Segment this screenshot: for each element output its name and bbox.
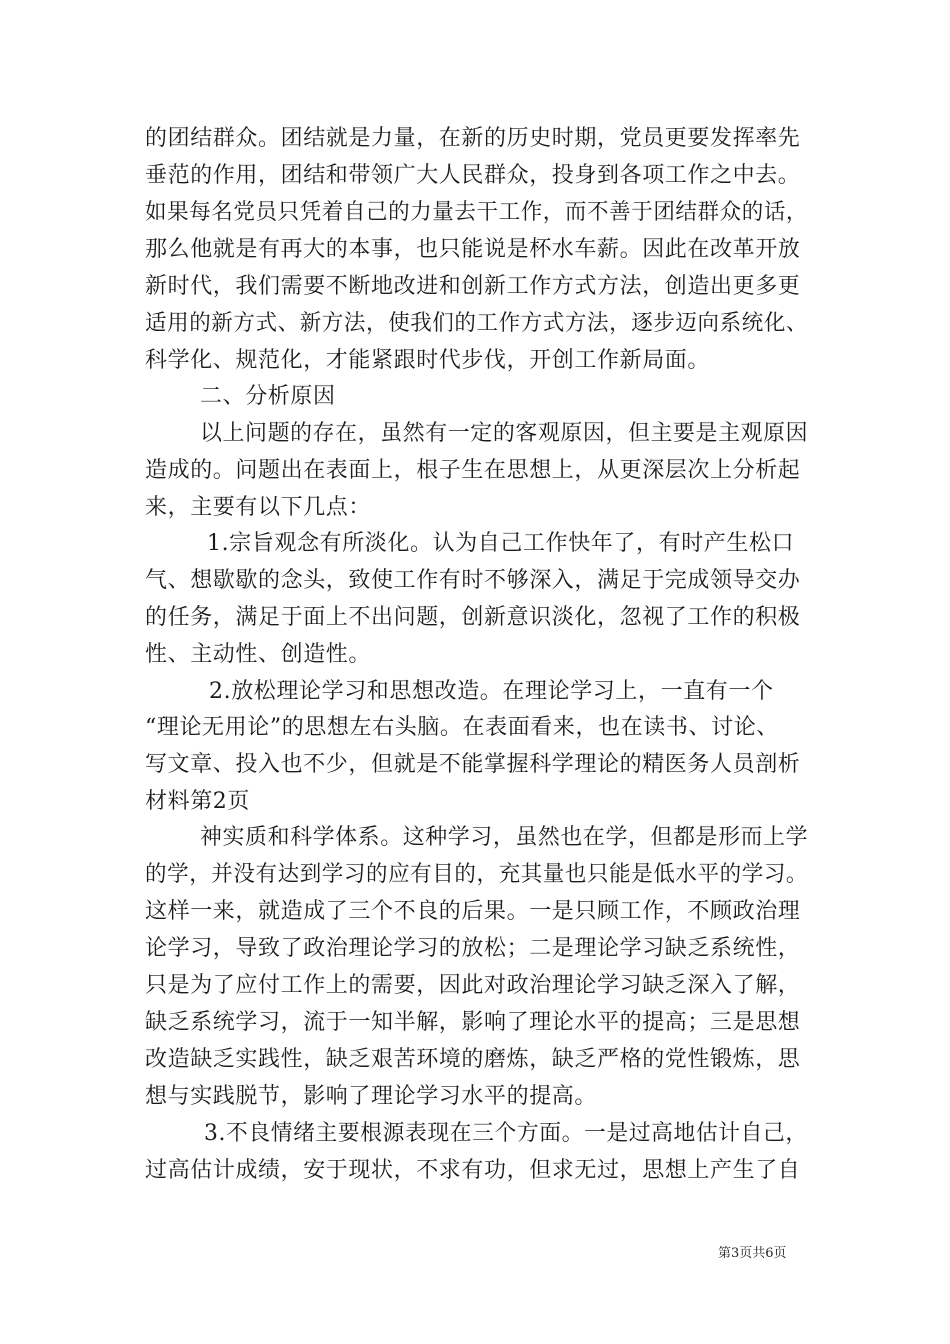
text-line: 性、主动性、创造性。 — [145, 642, 372, 667]
text-line: “理论无用论”的思想左右头脑。在表面看来，也在读书、讨论、 — [145, 715, 779, 740]
text-line: 的学，并没有达到学习的应有目的，充其量也只能是低水平的学习。 — [145, 862, 809, 887]
text-line: 想与实践脱节，影响了理论学习水平的提高。 — [145, 1084, 598, 1109]
text-line: 3.不良情绪主要根源表现在三个方面。一是过高地估计自己， — [204, 1121, 808, 1146]
text-line: 1.宗旨观念有所淡化。认为自己工作快年了，有时产生松口 — [207, 531, 795, 556]
text-line: 的任务，满足于面上不出问题，创新意识淡化，忽视了工作的积极 — [145, 605, 801, 630]
text-line: 如果每名党员只凭着自己的力量去干工作，而不善于团结群众的话， — [145, 200, 809, 225]
text-line: 造成的。问题出在表面上，根子生在思想上，从更深层次上分析起 — [145, 458, 801, 483]
text-line: 这样一来，就造成了三个不良的后果。一是只顾工作，不顾政治理 — [145, 899, 801, 924]
text-line: 气、想歇歇的念头，致使工作有时不够深入，满足于完成领导交办 — [145, 568, 801, 593]
page-number-footer: 第3页共6页 — [718, 1246, 787, 1261]
text-line: 适用的新方式、新方法，使我们的工作方式方法，逐步迈向系统化、 — [145, 311, 809, 336]
text-line: 缺乏系统学习，流于一知半解，影响了理论水平的提高；三是思想 — [145, 1010, 801, 1035]
text-line: 以上问题的存在，虽然有一定的客观原因，但主要是主观原因 — [200, 421, 809, 446]
text-line: 那么他就是有再大的本事，也只能说是杯水车薪。因此在改革开放 — [145, 237, 801, 262]
text-line: 2.放松理论学习和思想改造。在理论学习上，一直有一个 — [209, 679, 774, 704]
text-line: 改造缺乏实践性，缺乏艰苦环境的磨炼，缺乏严格的党性锻炼，思 — [145, 1047, 801, 1072]
text-line: 只是为了应付工作上的需要，因此对政治理论学习缺乏深入了解， — [145, 973, 801, 998]
text-line: 材料第2页 — [145, 789, 250, 814]
text-line: 科学化、规范化，才能紧跟时代步伐，开创工作新局面。 — [145, 348, 711, 373]
text-line: 来，主要有以下几点： — [145, 495, 372, 520]
text-line: 神实质和科学体系。这种学习，虽然也在学，但都是形而上学 — [200, 825, 809, 850]
text-line: 论学习，导致了政治理论学习的放松；二是理论学习缺乏系统性， — [145, 936, 801, 961]
text-line: 写文章、投入也不少，但就是不能掌握科学理论的精医务人员剖析 — [145, 752, 801, 777]
section-heading: 二、分析原因 — [200, 384, 336, 409]
text-line: 的团结群众。团结就是力量，在新的历史时期，党员更要发挥率先 — [145, 126, 801, 151]
text-line: 新时代，我们需要不断地改进和创新工作方式方法，创造出更多更 — [145, 274, 801, 299]
text-line: 垂范的作用，团结和带领广大人民群众，投身到各项工作之中去。 — [145, 163, 801, 188]
text-line: 过高估计成绩，安于现状，不求有功，但求无过，思想上产生了自 — [145, 1158, 801, 1183]
